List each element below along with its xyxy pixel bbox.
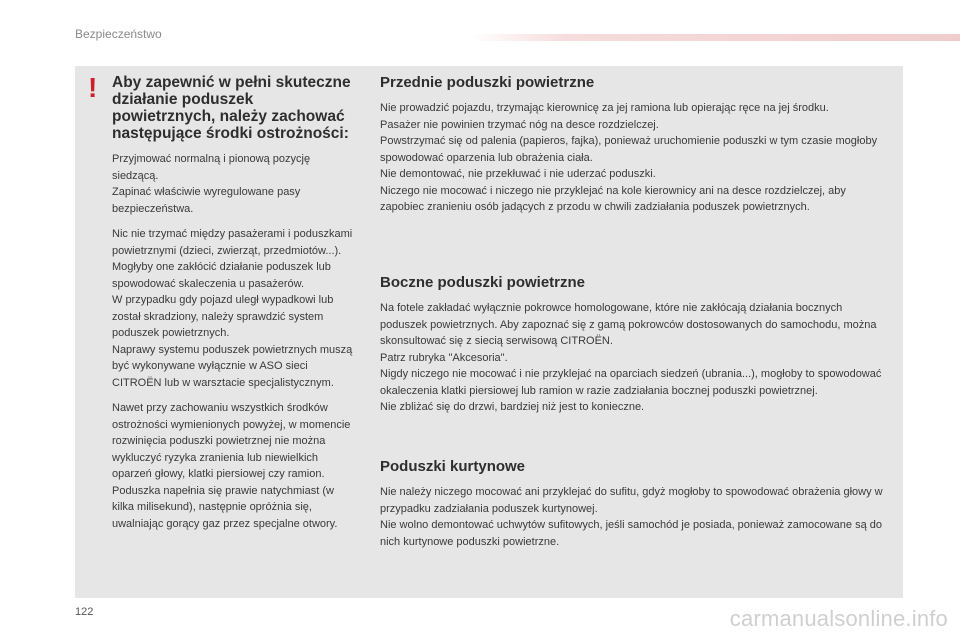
warning-paragraph-objects: Nic nie trzymać między pasażerami i poduszkami powietrznymi (dzieci, zwierząt, przedmiotów...). Mogłyby one zakłócić działanie poduszek lub spowodować skaleczenia u pasażerów. W przypadku gdy pojazd uległ wypadkowi lub został skradziony, należy sprawdzić system poduszek powietrznych. Naprawy systemu poduszek powietrznych muszą być wykonywane wyłącznie w ASO sieci CITROËN lub w warsztacie specjalistycznym. [112,228,353,389]
header-decoration-bar [470,34,960,41]
section-title-curtain-airbags: Poduszki kurtynowe [380,458,526,475]
page-number: 122 [75,606,94,618]
warning-paragraph-posture: Przyjmować normalną i pionową pozycję siedzącą. Zapinać właściwie wyregulowane pasy bezpieczeństwa. [112,153,311,215]
section-body-front-airbags: Nie prowadzić pojazdu, trzymając kierownicę za jej ramiona lub opierając ręce na jej środku. Pasażer nie powinien trzymać nóg na desce rozdzielczej. Powstrzymać się od palenia (papieros, fajka), ponieważ uruchomienie poduszki w tym czasie mogłoby spowodować oparzenia lub obrażenia ciała. Nie demontować, nie przekłuwać i nie uderzać poduszki. Niczego nie mocować i niczego nie przyklejać na kole kierownicy ani na desce rozdzielczej, aby zapobiec zranieniu osób jadących z przodu w chwili zadziałania poduszek powietrznych. [380,102,878,213]
section-front-airbags [380,74,890,216]
section-body-curtain-airbags: Nie należy niczego mocować ani przyklejać do sufitu, gdyż mogłoby to spowodować obrażenia głowy w przypadku zadziałania poduszek kurtynowej. Nie wolno demontować uchwytów sufitowych, jeśli samochód je posiada, ponieważ zamocowane są do nich kurtynowe poduszki powietrzne. [380,486,883,548]
section-curtain-airbags [380,458,890,550]
warning-paragraph-risk: Nawet przy zachowaniu wszystkich środków ostrożności wymienionych powyżej, w momencie rozwinięcia poduszki powietrznej nie można wykluczyć ryzyka zranienia lub niewielkich oparzeń głowy, klatki piersiowej czy ramion. Poduszka napełnia się prawie natychmiast (w kilka milisekund), następnie opróżnia się, uwalniając gorący gaz przez specjalne otwory. [112,402,351,530]
section-body-side-airbags: Na fotele zakładać wyłącznie pokrowce homologowane, które nie zakłócają działania bocznych poduszek powietrznych. Aby zapoznać się z gamą pokrowców dostosowanych do samochodu, można skonsultować się z siecią serwisową CITROËN. Patrz rubryka "Akcesoria". Nigdy niczego nie mocować i nie przyklejać na oparciach siedzeń (ubrania...), mogłoby to spowodować okaleczenia klatki piersiowej lub ramion w razie zadziałania bocznej poduszki powietrznej. Nie zbliżać się do drzwi, bardziej niż jest to konieczne. [380,302,882,413]
warning-heading: Aby zapewnić w pełni skuteczne działanie poduszek powietrznych, należy zachować następujące środki ostrożności: [112,74,351,142]
section-title: Bezpieczeństwo [75,27,162,41]
section-title-side-airbags: Boczne poduszki powietrzne [380,274,586,291]
exclamation-icon: ! [88,72,98,103]
section-title-front-airbags: Przednie poduszki powietrzne [380,74,595,91]
warning-box [112,74,358,532]
section-side-airbags [380,274,890,416]
watermark: carmanualsonline.info [729,606,948,631]
